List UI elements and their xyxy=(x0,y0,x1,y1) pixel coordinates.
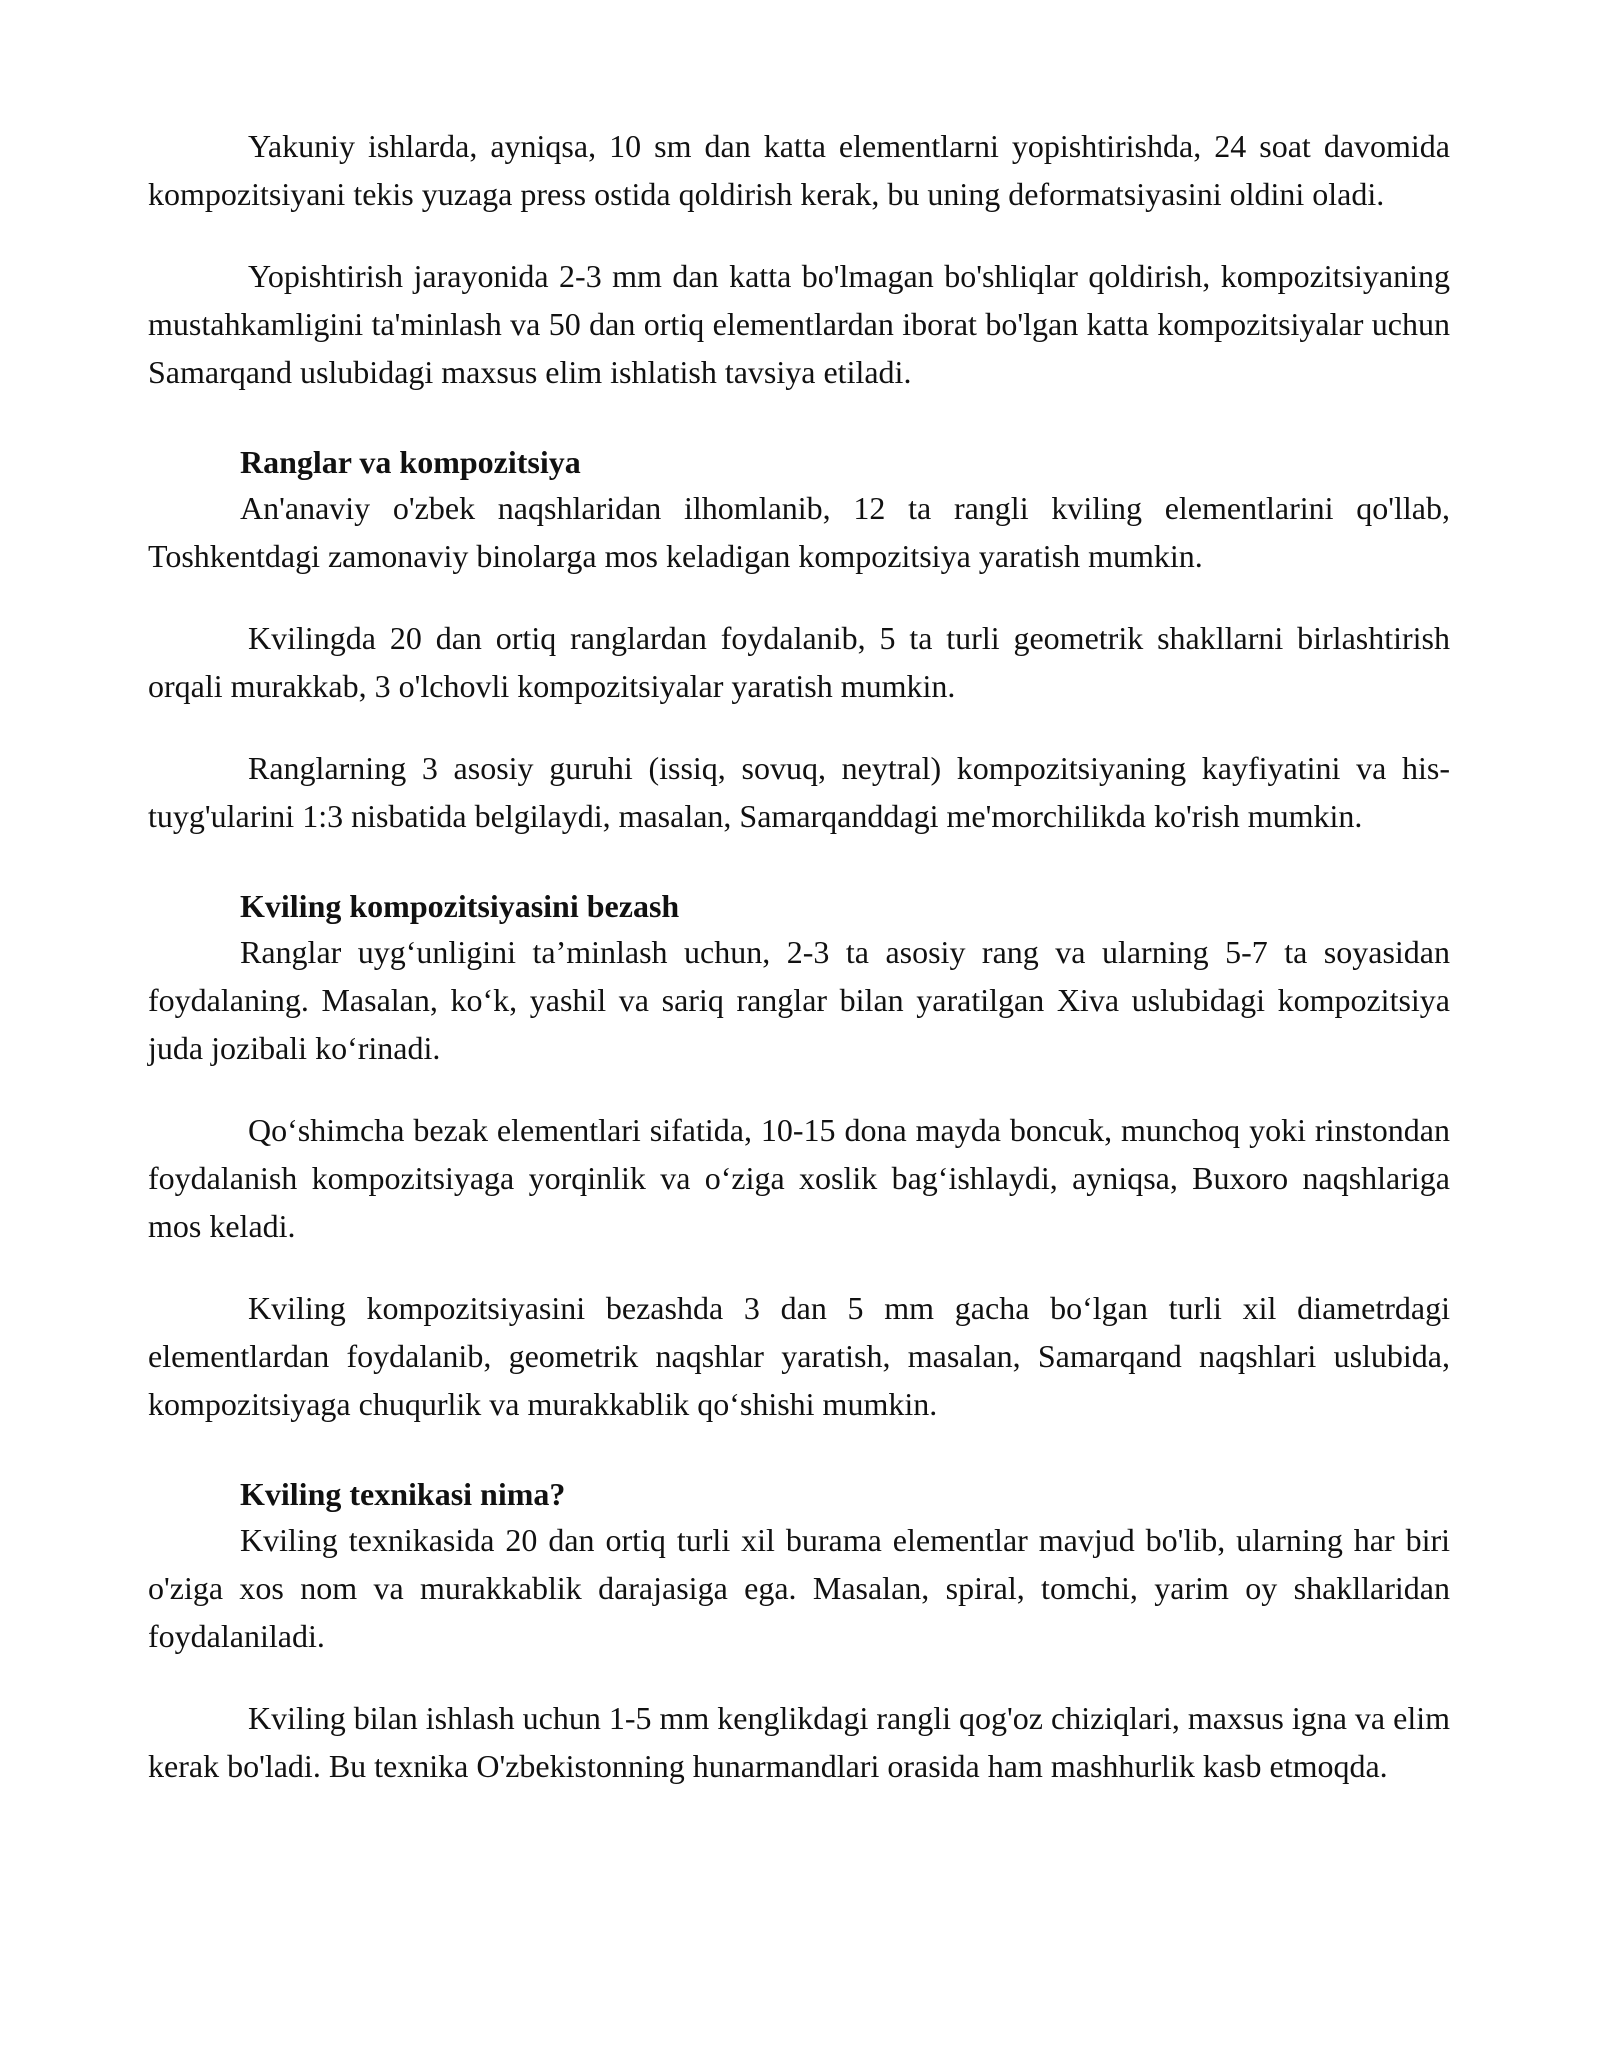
heading-what-is-quilling: Kviling texnikasi nima? xyxy=(240,1476,566,1512)
paragraph-quilling-elements: Kviling texnikasida 20 dan ortiq turli xil burama elementlar mavjud bo'lib, ularning har biri o'ziga xos nom va murakkablik darajasiga ega. Masalan, spiral, tomchi, yarim oy shakllaridan foydalaniladi. xyxy=(148,1522,1450,1654)
paragraph-color-groups: Ranglarning 3 asosiy guruhi (issiq, sovuq, neytral) kompozitsiyaning kayfiyatini va his-tuyg'ularini 1:3 nisbatida belgilaydi, masalan, Samarqanddagi me'morchilikda ko'rish mumkin. xyxy=(148,750,1450,834)
paragraph-traditional-patterns: An'anaviy o'zbek naqshlaridan ilhomlanib, 12 ta rangli kviling elementlarini qo'llab, Toshkentdagi zamonaviy binolarga mos keladigan kompozitsiya yaratish mumkin. xyxy=(148,490,1450,574)
paragraph-extra-decor: Qo‘shimcha bezak elementlari sifatida, 10-15 dona mayda boncuk, munchoq yoki rinstondan foydalanish kompozitsiyaga yorqinlik va o‘ziga xoslik bag‘ishlaydi, ayniqsa, Buxoro naqshlariga mos keladi. xyxy=(148,1112,1450,1244)
document-body xyxy=(148,122,1450,1790)
paragraph-color-harmony: Ranglar uyg‘unligini ta’minlash uchun, 2-3 ta asosiy rang va ularning 5-7 ta soyasidan foydalaning. Masalan, ko‘k, yashil va sariq ranglar bilan yaratilgan Xiva uslubidagi kompozitsiya juda jozibali ko‘rinadi. xyxy=(148,934,1450,1066)
paragraph-diameter-elements: Kviling kompozitsiyasini bezashda 3 dan 5 mm gacha bo‘lgan turli xil diametrdagi elementlardan foydalanib, geometrik naqshlar yaratish, masalan, Samarqand naqshlari uslubida, kompozitsiyaga chuqurlik va murakkablik qo‘shishi mumkin. xyxy=(148,1290,1450,1422)
paragraph-quilling-materials: Kviling bilan ishlash uchun 1-5 mm kenglikdagi rangli qog'oz chiziqlari, maxsus igna va elim kerak bo'ladi. Bu texnika O'zbekistonning hunarmandlari orasida ham mashhurlik kasb etmoqda. xyxy=(148,1700,1450,1784)
paragraph-gluing-process: Yopishtirish jarayonida 2-3 mm dan katta bo'lmagan bo'shliqlar qoldirish, kompozitsiyaning mustahkamligini ta'minlash va 50 dan ortiq elementlardan iborat bo'lgan katta kompozitsiyalar uchun Samarqand uslubidagi maxsus elim ishlatish tavsiya etiladi. xyxy=(148,258,1450,390)
paragraph-final-works: Yakuniy ishlarda, ayniqsa, 10 sm dan katta elementlarni yopishtirishda, 24 soat davomida kompozitsiyani tekis yuzaga press ostida qoldirish kerak, bu uning deformatsiyasini oldini oladi. xyxy=(148,128,1450,212)
heading-decorating-composition: Kviling kompozitsiyasini bezash xyxy=(240,888,680,924)
paragraph-quilling-colors: Kvilingda 20 dan ortiq ranglardan foydalanib, 5 ta turli geometrik shakllarni birlashtirish orqali murakkab, 3 o'lchovli kompozitsiyalar yaratish mumkin. xyxy=(148,620,1450,704)
heading-colors-composition: Ranglar va kompozitsiya xyxy=(240,444,581,480)
